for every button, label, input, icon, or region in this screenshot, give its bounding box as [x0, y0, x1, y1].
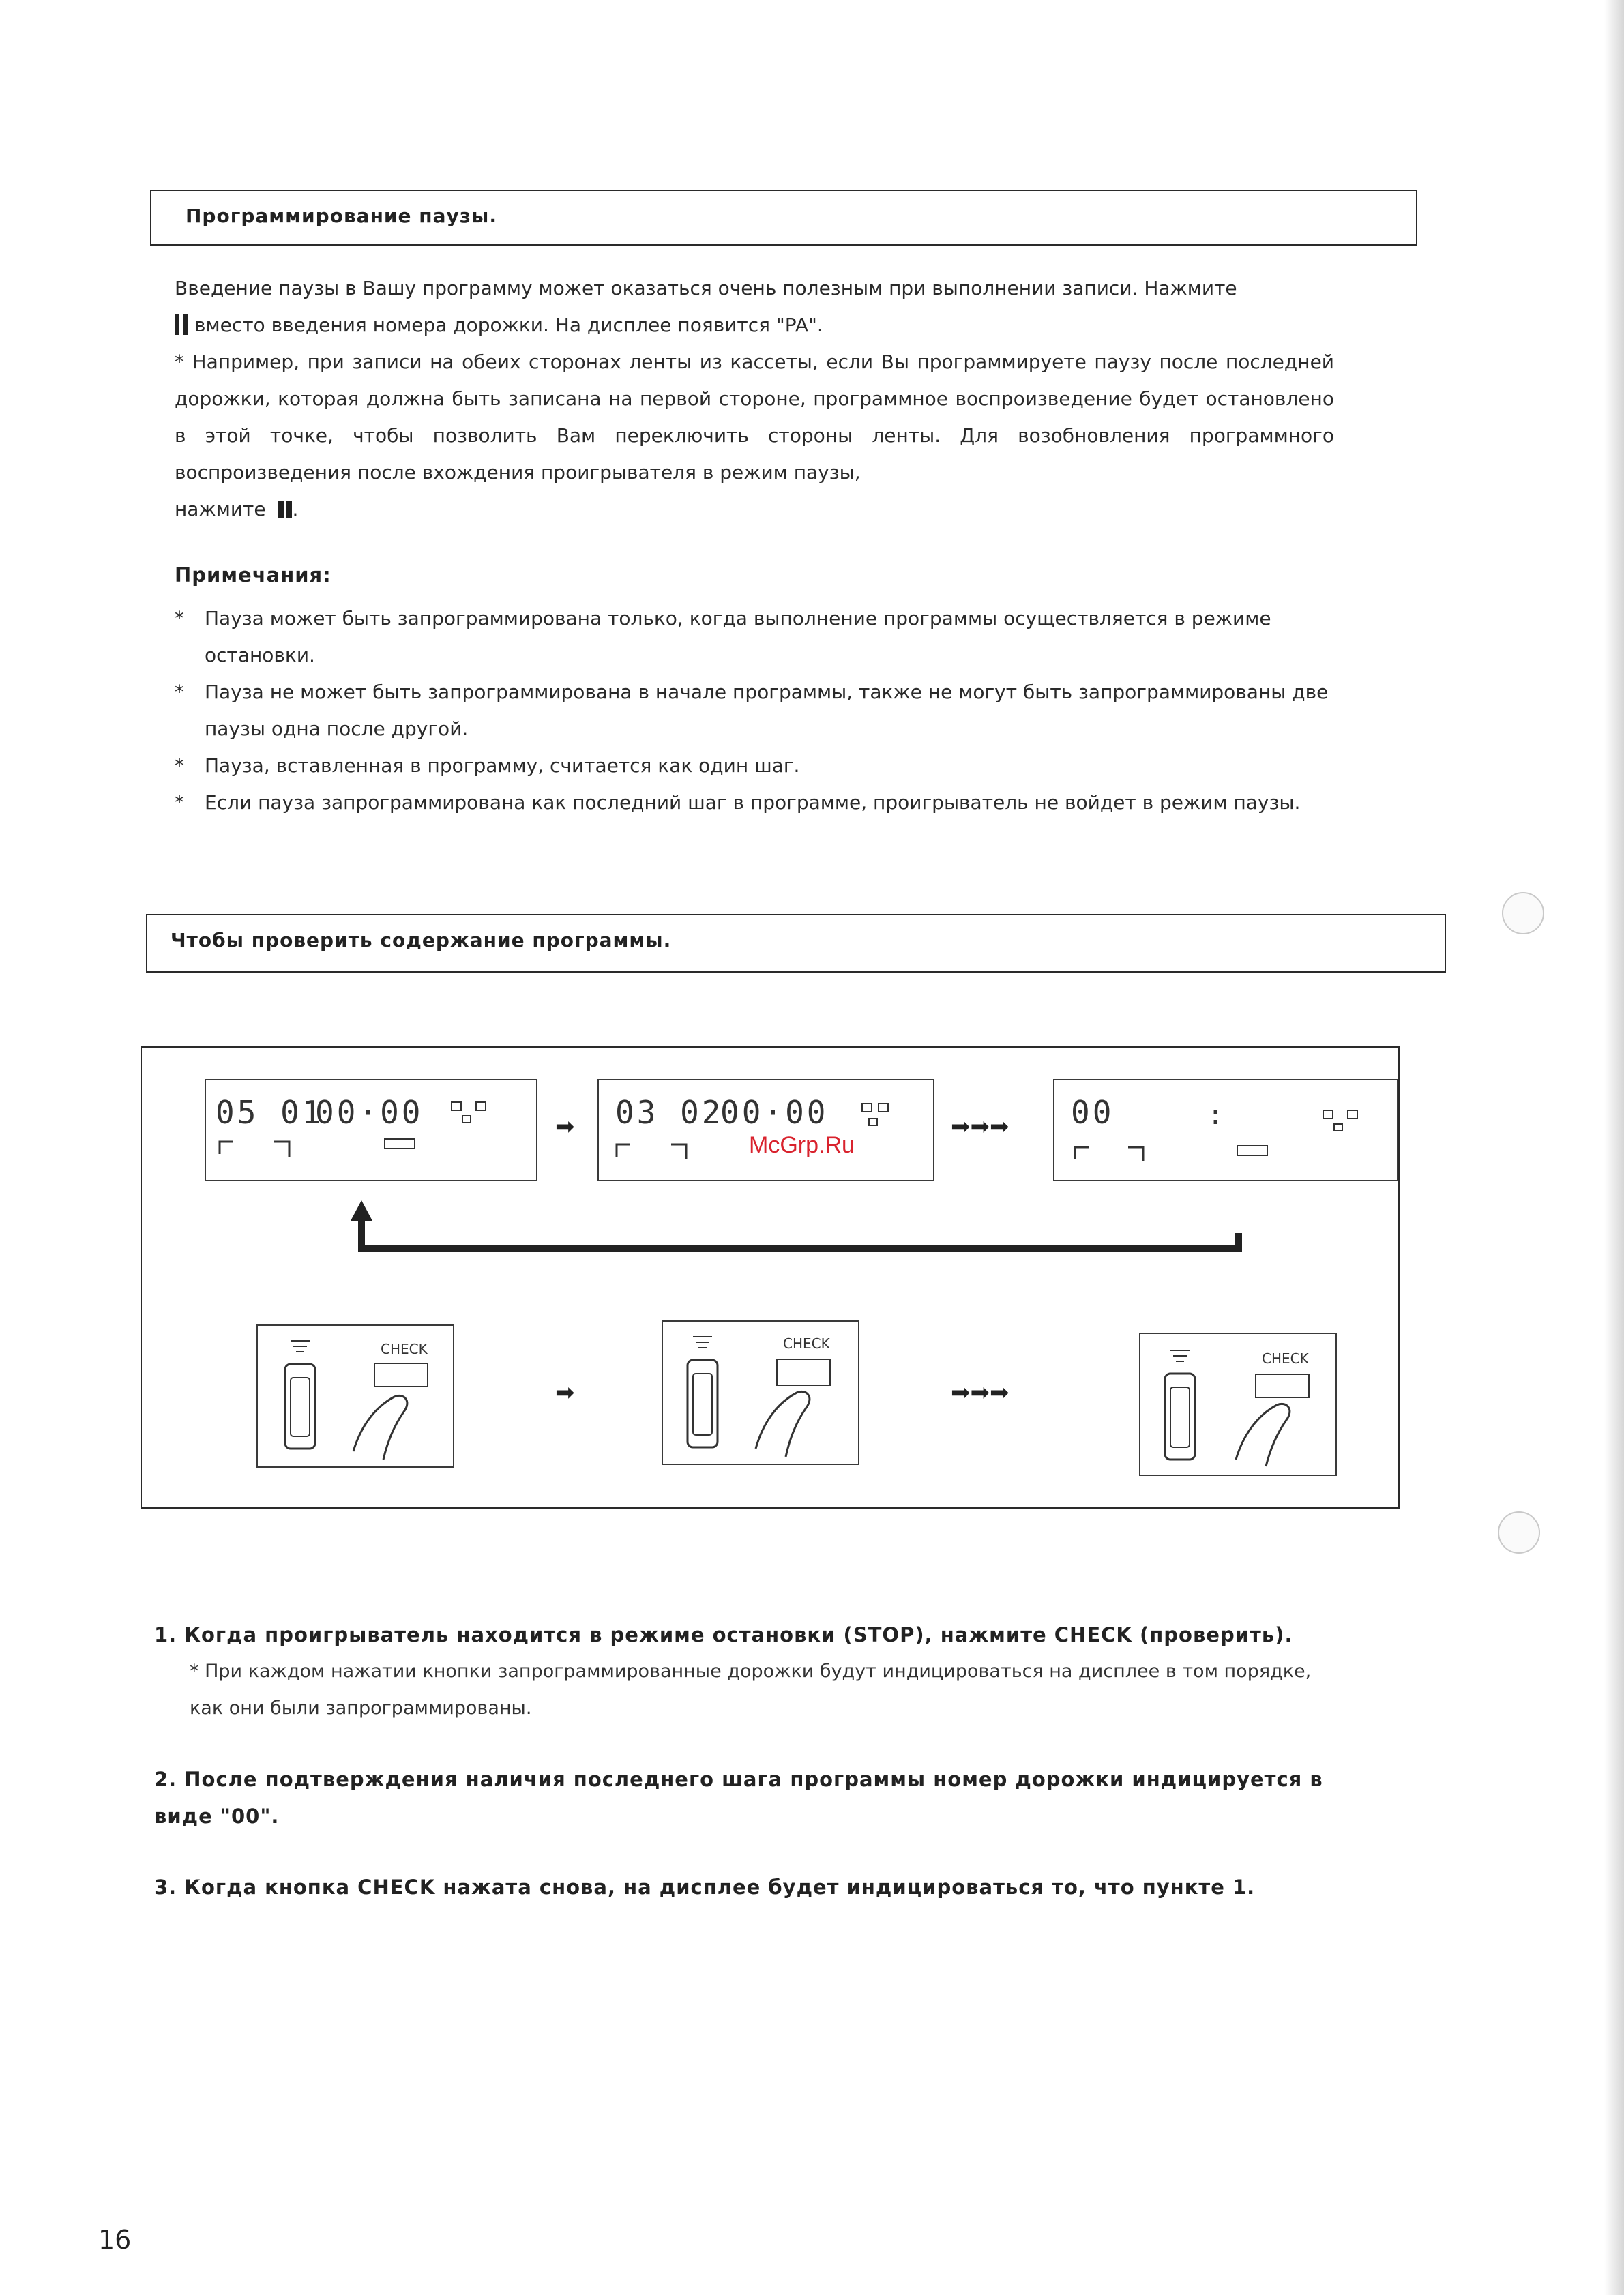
section-header-check: [146, 914, 1446, 973]
pause-button-icon: [278, 501, 284, 518]
lcd1-track: 05 01: [216, 1094, 324, 1131]
step-heading: 1. Когда проигрыватель находится в режиме остановки (STOP), нажмите CHECK (проверить).: [154, 1623, 1293, 1646]
check-button-label: CHECK: [381, 1341, 428, 1357]
remote-panel-3: [1139, 1333, 1337, 1476]
arrows-icon: ➡➡➡: [951, 1113, 1009, 1140]
remote-hand-icon: [663, 1322, 861, 1466]
page-number: 16: [98, 2225, 132, 2255]
check-button-label: CHECK: [783, 1335, 830, 1352]
section-title-check: Чтобы проверить содержание программы.: [171, 929, 672, 951]
intro-press-pause: нажмите .: [175, 498, 299, 520]
lcd2-track: 03 02: [615, 1094, 724, 1131]
note-item: * Если пауза запрограммирована как последний шаг в программе, проигрыватель не войдет в режим паузы.: [175, 791, 1301, 814]
intro-line-2: вместо введения номера дорожки. На дисплее появится "PA".: [175, 307, 1334, 344]
lcd2-time: 00·00: [720, 1094, 829, 1131]
note-item: * Пауза может быть запрограммирована только, когда выполнение программы осуществляется в режиме остановки.: [175, 607, 1271, 666]
section-title-pause: Программирование паузы.: [186, 205, 497, 227]
notes-heading: Примечания:: [175, 563, 331, 587]
punch-hole: [1498, 1511, 1540, 1554]
intro-paragraph: [175, 270, 1334, 528]
step-3: [154, 1869, 1341, 1906]
note-item: * Пауза не может быть запрограммирована в начале программы, также не могут быть запрограммированы две паузы одна после другой.: [175, 681, 1329, 740]
lcd3-time: :: [1207, 1099, 1227, 1131]
steps-list: [154, 1616, 1341, 1906]
remote-panel-2: [662, 1320, 859, 1465]
arrow-icon: ➡: [555, 1379, 575, 1406]
intro-line-1: Введение паузы в Вашу программу может оказаться очень полезным при выполнении записи. Нажмите: [175, 277, 1237, 299]
remote-panel-1: [256, 1324, 454, 1468]
intro-example: * Например, при записи на обеих сторонах ленты из кассеты, если Вы программируете паузу после последней дорожки, которая должна быть записана на первой стороне, программное воспроизведение будет остановлено в этой точке, чтобы позволить Вам переключить стороны ленты. Для возобновления программного воспроизведения после вхождения проигрывателя в режим паузы,: [175, 351, 1334, 484]
lcd3-track: 00: [1071, 1094, 1114, 1131]
check-button-label: CHECK: [1262, 1350, 1309, 1367]
remote-hand-icon: [1140, 1334, 1338, 1477]
punch-hole: [1502, 892, 1544, 934]
arrow-icon: ➡: [555, 1113, 575, 1140]
step-heading: 3. Когда кнопка CHECK нажата снова, на дисплее будет индицироваться то, что пункте 1.: [154, 1876, 1256, 1899]
return-arrow-icon: [142, 1048, 1401, 1252]
lcd1-time: 00·00: [315, 1094, 424, 1131]
notes-list: [175, 600, 1334, 821]
watermark: McGrp.Ru: [749, 1132, 855, 1158]
pause-symbol-icon-bar2: [183, 314, 188, 335]
remote-hand-icon: [258, 1326, 456, 1469]
check-diagram: [141, 1046, 1400, 1509]
arrows-icon: ➡➡➡: [951, 1379, 1009, 1406]
step-heading: 2. После подтверждения наличия последнего шага программы номер дорожки индицируется в виде "00".: [154, 1768, 1323, 1828]
page-edge-shadow: [1604, 0, 1624, 2295]
section-header-pause: [150, 190, 1417, 246]
pause-symbol-icon: [175, 314, 179, 335]
note-item: * Пауза, вставленная в программу, считается как один шаг.: [175, 754, 800, 777]
step-note: * При каждом нажатии кнопки запрограммированные дорожки будут индицироваться на дисплее в том порядке, как они были запрограммированы.: [190, 1661, 1312, 1719]
step-2: [154, 1761, 1341, 1835]
step-1: [154, 1616, 1341, 1727]
